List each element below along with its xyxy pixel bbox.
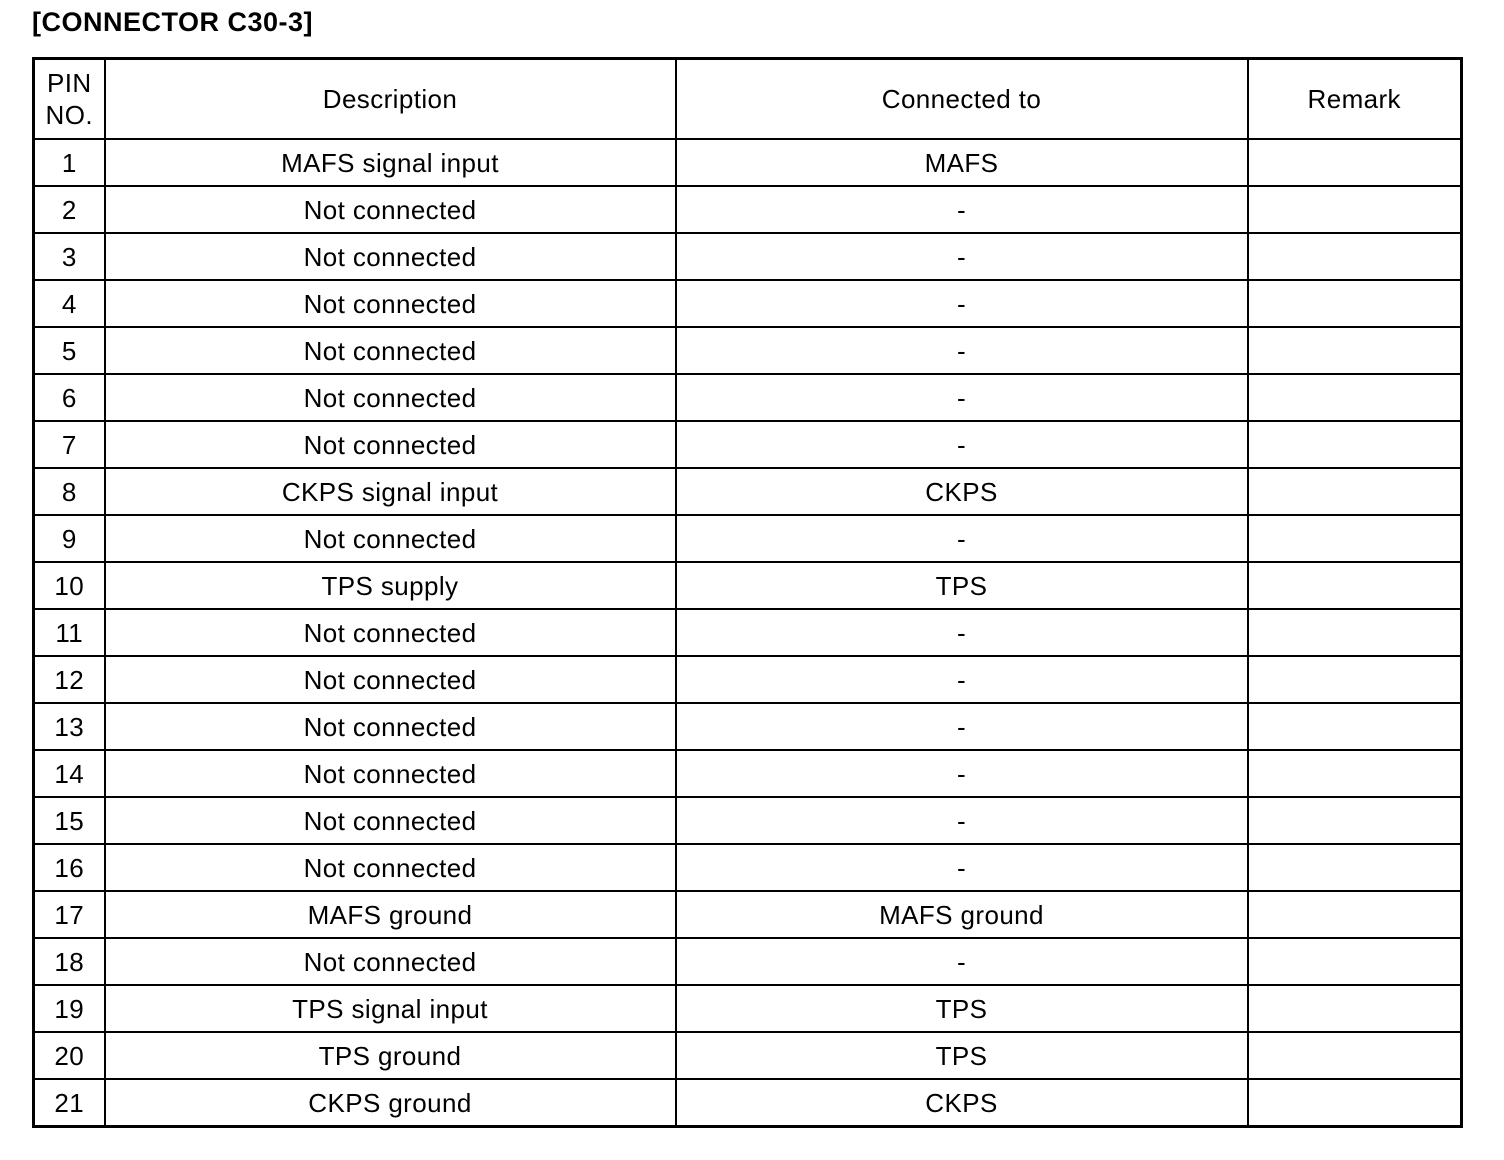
table-row	[34, 233, 1462, 280]
pin-number-cell: 11	[34, 609, 105, 656]
description-cell: MAFS ground	[105, 891, 676, 938]
table-row	[34, 421, 1462, 468]
pin-number-cell: 20	[34, 1032, 105, 1079]
table-row	[34, 985, 1462, 1032]
column-header-pin-no	[34, 59, 105, 140]
remark-cell	[1248, 938, 1462, 985]
table-row	[34, 938, 1462, 985]
connected-to-cell: -	[676, 186, 1248, 233]
column-header-connected-to: Connected to	[676, 59, 1248, 140]
pin-number-cell: 1	[34, 139, 105, 186]
connected-to-cell: -	[676, 280, 1248, 327]
table-row	[34, 562, 1462, 609]
pin-number-cell: 3	[34, 233, 105, 280]
connected-to-cell: TPS	[676, 562, 1248, 609]
description-cell: Not connected	[105, 374, 676, 421]
description-cell: TPS signal input	[105, 985, 676, 1032]
connected-to-cell: TPS	[676, 1032, 1248, 1079]
pin-number-cell: 9	[34, 515, 105, 562]
table-row	[34, 1032, 1462, 1079]
pin-number-cell: 18	[34, 938, 105, 985]
remark-cell	[1248, 656, 1462, 703]
description-cell: Not connected	[105, 609, 676, 656]
table-row	[34, 609, 1462, 656]
connected-to-cell: -	[676, 515, 1248, 562]
pin-number-cell: 15	[34, 797, 105, 844]
connected-to-cell: -	[676, 797, 1248, 844]
description-cell: Not connected	[105, 797, 676, 844]
description-cell: CKPS ground	[105, 1079, 676, 1127]
pin-number-cell: 5	[34, 327, 105, 374]
description-cell: Not connected	[105, 844, 676, 891]
pin-number-cell: 2	[34, 186, 105, 233]
pin-header-line2: NO.	[45, 100, 93, 130]
description-cell: Not connected	[105, 938, 676, 985]
connected-to-cell: -	[676, 844, 1248, 891]
remark-cell	[1248, 233, 1462, 280]
pin-number-cell: 14	[34, 750, 105, 797]
page-title: [CONNECTOR C30-3]	[32, 7, 314, 37]
description-cell: TPS ground	[105, 1032, 676, 1079]
remark-cell	[1248, 609, 1462, 656]
connected-to-cell: -	[676, 938, 1248, 985]
connected-to-cell: MAFS	[676, 139, 1248, 186]
remark-cell	[1248, 280, 1462, 327]
description-cell: TPS supply	[105, 562, 676, 609]
remark-cell	[1248, 750, 1462, 797]
table-row	[34, 468, 1462, 515]
table-row	[34, 703, 1462, 750]
description-cell: Not connected	[105, 233, 676, 280]
remark-cell	[1248, 374, 1462, 421]
table-header-row	[34, 59, 1462, 140]
table-row	[34, 844, 1462, 891]
pin-number-cell: 10	[34, 562, 105, 609]
table-row	[34, 374, 1462, 421]
connected-to-cell: -	[676, 656, 1248, 703]
table-row	[34, 515, 1462, 562]
description-cell: Not connected	[105, 515, 676, 562]
remark-cell	[1248, 1079, 1462, 1127]
remark-cell	[1248, 186, 1462, 233]
pin-header-line1: PIN	[46, 68, 92, 98]
remark-cell	[1248, 515, 1462, 562]
remark-cell	[1248, 844, 1462, 891]
remark-cell	[1248, 139, 1462, 186]
table-row	[34, 280, 1462, 327]
remark-cell	[1248, 562, 1462, 609]
connected-to-cell: -	[676, 374, 1248, 421]
remark-cell	[1248, 1032, 1462, 1079]
table-row	[34, 1079, 1462, 1127]
connected-to-cell: -	[676, 609, 1248, 656]
pin-number-cell: 21	[34, 1079, 105, 1127]
connected-to-cell: MAFS ground	[676, 891, 1248, 938]
description-cell: Not connected	[105, 186, 676, 233]
pin-number-cell: 4	[34, 280, 105, 327]
description-cell: Not connected	[105, 421, 676, 468]
remark-cell	[1248, 891, 1462, 938]
pin-number-cell: 13	[34, 703, 105, 750]
column-header-description: Description	[105, 59, 676, 140]
description-cell: Not connected	[105, 327, 676, 374]
remark-cell	[1248, 797, 1462, 844]
pin-number-cell: 19	[34, 985, 105, 1032]
remark-cell	[1248, 985, 1462, 1032]
connected-to-cell: CKPS	[676, 468, 1248, 515]
table-row	[34, 327, 1462, 374]
connected-to-cell: -	[676, 421, 1248, 468]
description-cell: Not connected	[105, 750, 676, 797]
pin-number-cell: 8	[34, 468, 105, 515]
description-cell: MAFS signal input	[105, 139, 676, 186]
pin-number-cell: 16	[34, 844, 105, 891]
pin-number-cell: 7	[34, 421, 105, 468]
connected-to-cell: TPS	[676, 985, 1248, 1032]
description-cell: CKPS signal input	[105, 468, 676, 515]
connector-pin-table	[32, 57, 1463, 1128]
column-header-remark: Remark	[1248, 59, 1462, 140]
connected-to-cell: -	[676, 750, 1248, 797]
remark-cell	[1248, 421, 1462, 468]
connected-to-cell: CKPS	[676, 1079, 1248, 1127]
remark-cell	[1248, 468, 1462, 515]
pin-number-cell: 6	[34, 374, 105, 421]
connected-to-cell: -	[676, 327, 1248, 374]
pin-number-cell: 12	[34, 656, 105, 703]
table-row	[34, 891, 1462, 938]
table-row	[34, 656, 1462, 703]
table-row	[34, 797, 1462, 844]
table-row	[34, 750, 1462, 797]
remark-cell	[1248, 327, 1462, 374]
description-cell: Not connected	[105, 656, 676, 703]
connected-to-cell: -	[676, 703, 1248, 750]
description-cell: Not connected	[105, 280, 676, 327]
table-body	[34, 139, 1462, 1127]
table-row	[34, 186, 1462, 233]
remark-cell	[1248, 703, 1462, 750]
description-cell: Not connected	[105, 703, 676, 750]
connected-to-cell: -	[676, 233, 1248, 280]
pin-number-cell: 17	[34, 891, 105, 938]
table-row	[34, 139, 1462, 186]
